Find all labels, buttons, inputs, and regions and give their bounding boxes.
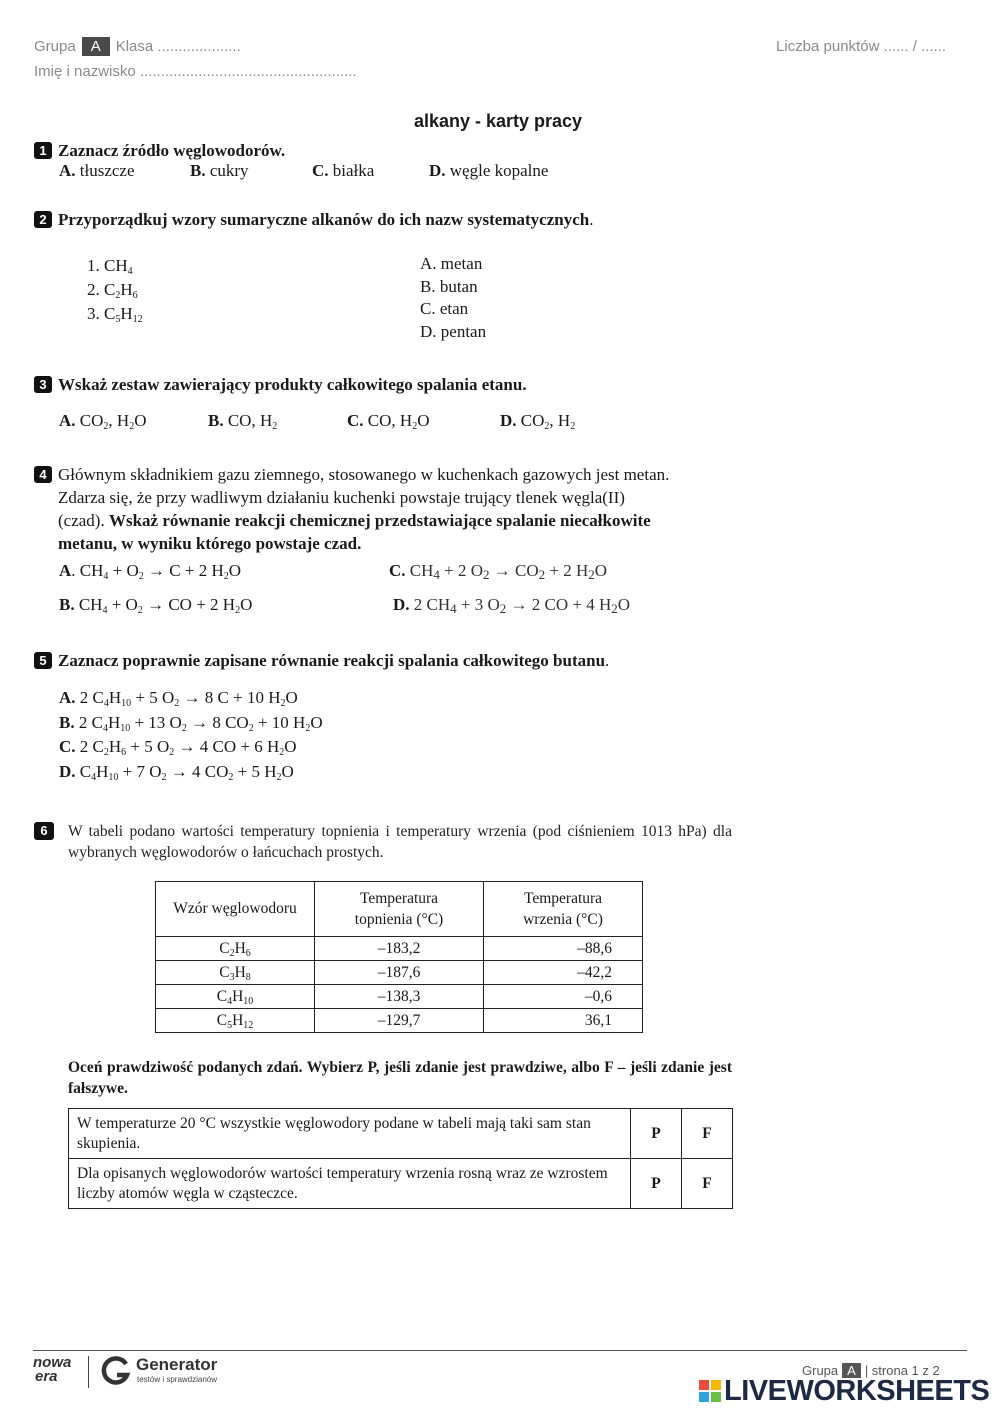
statement-text: W temperaturze 20 °C wszystkie węglowodory podane w tabeli mają taki sam stan skupienia. — [69, 1109, 631, 1159]
q2-name-b[interactable]: B. butan — [420, 276, 478, 296]
q1-option-c[interactable]: C. białka — [312, 161, 375, 180]
temperature-table — [155, 881, 643, 1033]
question-3 — [34, 373, 527, 396]
footer-logo-separator — [88, 1356, 89, 1388]
statement-row — [69, 1109, 733, 1159]
table-header: Temperatura wrzenia (°C) — [484, 882, 643, 937]
true-false-table — [68, 1108, 733, 1209]
question-5: 5 Zaznacz poprawnie zapisane równanie reakcji spalania całkowitego butanu. — [34, 649, 609, 672]
q3-option-a[interactable]: A. $CO_2$, $H_2O$ — [59, 411, 147, 432]
q2-name-a[interactable]: A. metan — [420, 254, 483, 273]
question-text: Przyporządkuj wzory sumaryczne alkanów do ich nazw systematycznych — [58, 210, 590, 229]
generator-title: Generator — [136, 1355, 218, 1374]
question-text: Zaznacz poprawnie zapisane równanie reakcji spalania całkowitego butanu — [58, 651, 606, 670]
q1-option-d[interactable]: D. węgle kopalne — [429, 161, 549, 180]
q2-formulas — [87, 254, 143, 326]
footer-divider — [33, 1350, 967, 1351]
false-button[interactable]: F — [682, 1109, 733, 1159]
table-row: $C_5H_{12}$ –129,7 36,1 — [156, 1009, 643, 1033]
header-group-line — [34, 37, 241, 56]
generator-subtitle: testów i sprawdzianów — [137, 1375, 218, 1384]
question-number: 1 — [34, 142, 52, 159]
points-field[interactable]: Liczba punktów ...... / ...... — [776, 38, 947, 55]
table-row: $C_2H_6$ –183,2 –88,6 — [156, 937, 643, 961]
question-text: Zaznacz źródło węglowodorów. — [58, 141, 286, 160]
liveworksheets-logo — [698, 1379, 722, 1403]
question-1 — [34, 139, 285, 162]
generator-g-icon — [100, 1355, 132, 1387]
table-row: $C_3H_8$ –187,6 –42,2 — [156, 961, 643, 985]
q2-formula-3[interactable]: 3. $C_5H_{12}$ — [87, 304, 143, 325]
table-header: Temperatura topnienia (°C) — [315, 882, 484, 937]
q1-option-a[interactable]: A. tłuszcze — [59, 161, 135, 180]
q2-name-d[interactable]: D. pentan — [420, 321, 487, 341]
nowa-era-logo: nowa era — [33, 1354, 72, 1385]
q5-options — [59, 686, 323, 784]
false-button[interactable]: F — [682, 1159, 733, 1209]
group-label: Grupa — [34, 38, 76, 55]
q4-option-b[interactable]: B. $CH_4 + O_2$ → CO + 2 $H_2O$ — [59, 595, 253, 616]
q2-name-c[interactable]: C. etan — [420, 299, 469, 318]
question-4: 4 Głównym składnikiem gazu ziemnego, stosowanego w kuchenkach gazowych jest metan. Zdarza się, że przy wadliwym działaniu kuchenki powstaje trujący tlenek węgla(II) (czad). Wskaż równanie reakcji chemicznej przedstawiające spalanie niecałkowite metanu, w wyniku którego powstaje czad. — [34, 463, 749, 555]
q2-formula-2[interactable]: 2. $C_2H_6$ — [87, 280, 138, 301]
footer-page-info: Grupa A | strona 1 z 2 — [802, 1363, 940, 1378]
q5-option-d[interactable]: D. $C_4H_{10} + 7$ $O_2 \to 4$ $CO_2 + 5$ $H_2O$ — [59, 761, 294, 783]
question-number: 4 — [34, 466, 52, 483]
q3-option-b[interactable]: B. CO, $H_2$ — [208, 411, 278, 432]
question-text: Wskaż zestaw zawierający produkty całkowitego spalania etanu. — [58, 375, 527, 394]
question-6-number: 6 — [34, 822, 60, 841]
q3-option-c[interactable]: C. CO, $H_2O$ — [347, 411, 430, 432]
question-number: 3 — [34, 376, 52, 393]
question-number: 5 — [34, 652, 52, 669]
liveworksheets-brand: LIVEWORKSHEETS — [724, 1375, 990, 1407]
q6-intro: W tabeli podano wartości temperatury topnienia i temperatury wrzenia (pod ciśnieniem 1013 hPa) dla wybranych węglowodorów o łańcuchach prostych. — [68, 823, 732, 861]
q2-formula-1[interactable]: 1. $CH_4$ — [87, 256, 133, 277]
table-header: Wzór węglowodoru — [156, 882, 315, 937]
q5-option-c[interactable]: C. 2 $C_2H_6 + 5$ $O_2 \to 4$ CO + 6 $H_2O$ — [59, 737, 297, 758]
generator-logo — [100, 1355, 132, 1392]
q5-option-a[interactable]: A. 2 $C_4H_{10} + 5$ $O_2 \to 8$ C + 10 $H_2O$ — [59, 688, 298, 709]
class-field[interactable]: Klasa .................... — [115, 38, 241, 55]
q4-option-c[interactable]: C. $CH_4 + 2$ $O_2 \to CO_2 + 2$ $H_2O$ — [389, 561, 608, 582]
q2-names — [420, 253, 486, 343]
statement-text: Dla opisanych węglowodorów wartości temperatury wrzenia rosną wraz ze wzrostem liczby atomów węgla w cząsteczce. — [69, 1159, 631, 1209]
true-button[interactable]: P — [631, 1109, 682, 1159]
footer-group-badge: A — [842, 1363, 861, 1378]
q5-option-b[interactable]: B. 2 $C_4H_{10} + 13$ $O_2 \to 8$ $CO_2 + 10$ $H_2O$ — [59, 712, 323, 734]
q4-option-a[interactable]: A. $CH_4 + O_2 \to C + 2$ $H_2O$ — [59, 561, 242, 582]
q6-instruction: Oceń prawdziwość podanych zdań. Wybierz P, jeśli zdanie jest prawdziwe, albo F – jeśli zdanie jest fałszywe. — [68, 1059, 732, 1097]
table-row: $C_4H_{10}$ –138,3 –0,6 — [156, 985, 643, 1009]
page-title: alkany - karty pracy — [413, 111, 583, 131]
true-button[interactable]: P — [631, 1159, 682, 1209]
q1-option-b[interactable]: B. cukry — [190, 161, 249, 180]
question-2: 2 Przyporządkuj wzory sumaryczne alkanów do ich nazw systematycznych. — [34, 208, 593, 231]
q3-option-d[interactable]: D. $CO_2$, $H_2$ — [500, 411, 576, 432]
group-badge: A — [82, 37, 110, 56]
q4-option-d[interactable]: D. 2 $CH_4 + 3$ $O_2 \to 2$ CO + 4 $H_2O$ — [393, 595, 631, 616]
statement-row — [69, 1159, 733, 1209]
liveworksheets-icon — [698, 1379, 722, 1403]
name-field[interactable]: Imię i nazwisko .................................................... — [34, 63, 357, 80]
question-number: 2 — [34, 211, 52, 228]
